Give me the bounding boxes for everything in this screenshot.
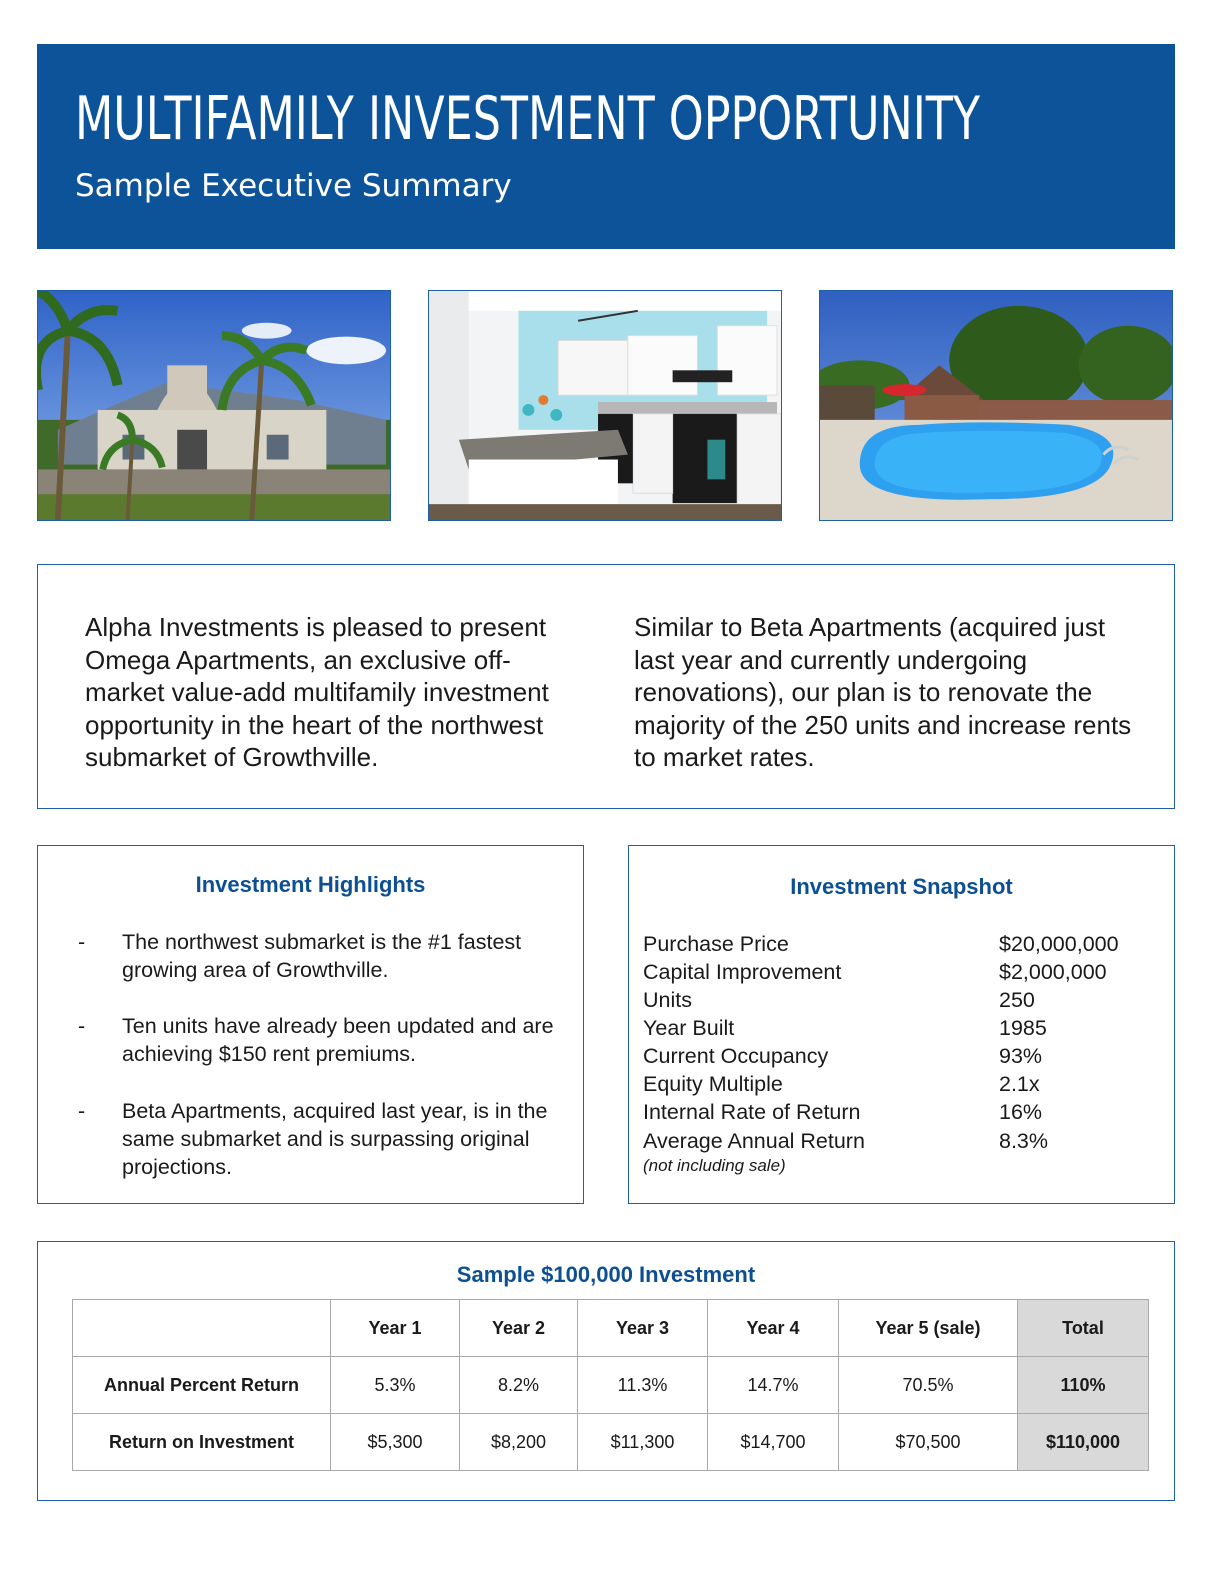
table-cell: $11,300 (578, 1414, 708, 1471)
pool-image (820, 291, 1172, 520)
snapshot-value: 8.3% (999, 1129, 1049, 1153)
snapshot-value: $20,000,000 (999, 932, 1119, 956)
table-cell: 70.5% (839, 1357, 1018, 1414)
snapshot-label: Units (643, 988, 692, 1012)
snapshot-value: $2,000,000 (999, 960, 1107, 984)
clubhouse-image (38, 291, 390, 520)
table-cell: $14,700 (708, 1414, 839, 1471)
snapshot-label: Year Built (643, 1016, 735, 1040)
table-cell: 8.2% (460, 1357, 578, 1414)
snapshot-row (643, 1070, 1163, 1098)
bullet-dash: - (78, 1099, 86, 1123)
table-row (73, 1414, 1149, 1471)
snapshot-value: 93% (999, 1044, 1043, 1068)
summary-box (37, 564, 1175, 809)
summary-left: Alpha Investments is pleased to present Omega Apartments, an exclusive off-market value-add multifamily investment opportunity in the heart of the northwest submarket of Growthville. (85, 612, 549, 772)
column-header: Year 5 (sale) (839, 1300, 1018, 1357)
column-header-total: Total (1018, 1300, 1149, 1357)
snapshot-row (643, 986, 1163, 1014)
snapshot-label: Capital Improvement (643, 960, 842, 984)
bullet-dash: - (78, 930, 86, 954)
snapshot-note: (not including sale) (643, 1156, 786, 1175)
table-cell: 5.3% (331, 1357, 460, 1414)
snapshot-label: Average Annual Return (643, 1129, 865, 1153)
highlights-title: Investment Highlights (195, 872, 426, 897)
page-subtitle: Sample Executive Summary (75, 168, 512, 204)
table-cell-total: 110% (1018, 1357, 1149, 1414)
table-cell-total: $110,000 (1018, 1414, 1149, 1471)
snapshot-value: 16% (999, 1100, 1043, 1124)
sample-title: Sample $100,000 Investment (456, 1262, 756, 1287)
bullet-dash: - (78, 1014, 86, 1038)
snapshot-label: Internal Rate of Return (643, 1100, 861, 1124)
highlights-box (37, 845, 584, 1204)
snapshot-value: 1985 (999, 1016, 1047, 1040)
table-cell: 14.7% (708, 1357, 839, 1414)
highlight-text: Ten units have already been updated and are achieving $150 rent premiums. (122, 1014, 554, 1066)
column-header: Year 2 (460, 1300, 578, 1357)
column-header: Year 4 (708, 1300, 839, 1357)
highlight-text: The northwest submarket is the #1 fastest growing area of Growthville. (122, 930, 522, 982)
table-cell: $5,300 (331, 1414, 460, 1471)
sample-investment-box (37, 1241, 1175, 1501)
snapshot-label: Current Occupancy (643, 1044, 829, 1068)
snapshot-row (643, 930, 1163, 958)
snapshot-row (643, 1014, 1163, 1042)
table-cell: $8,200 (460, 1414, 578, 1471)
table-cell: 11.3% (578, 1357, 708, 1414)
table-header-row (73, 1300, 1149, 1357)
row-header: Annual Percent Return (73, 1357, 331, 1414)
table-cell: $70,500 (839, 1414, 1018, 1471)
photo-pool (819, 290, 1173, 521)
column-header: Year 1 (331, 1300, 460, 1357)
snapshot-row (643, 1098, 1163, 1126)
column-header: Year 3 (578, 1300, 708, 1357)
snapshot-label: Equity Multiple (643, 1072, 783, 1096)
column-header (73, 1300, 331, 1357)
snapshot-title: Investment Snapshot (790, 874, 1013, 899)
snapshot-label: Purchase Price (643, 932, 789, 956)
photo-kitchen (428, 290, 782, 521)
row-header: Return on Investment (73, 1414, 331, 1471)
investment-table (72, 1299, 1149, 1471)
snapshot-value: 2.1x (999, 1072, 1040, 1096)
snapshot-row (643, 958, 1163, 986)
table-row (73, 1357, 1149, 1414)
page-title: MULTIFAMILY INVESTMENT OPPORTUNITY (75, 84, 981, 154)
summary-right: Similar to Beta Apartments (acquired just last year and currently undergoing renovations), our plan is to renovate the majority of the 250 units and increase rents to market rates. (634, 612, 1132, 772)
header-banner (37, 44, 1175, 249)
highlight-text: Beta Apartments, acquired last year, is in the same submarket and is surpassing original projections. (122, 1099, 548, 1179)
snapshot-row (643, 1042, 1163, 1070)
snapshot-row (643, 1127, 1163, 1155)
snapshot-value: 250 (999, 988, 1035, 1012)
kitchen-image (429, 291, 781, 520)
photo-clubhouse (37, 290, 391, 521)
snapshot-box (628, 845, 1175, 1204)
